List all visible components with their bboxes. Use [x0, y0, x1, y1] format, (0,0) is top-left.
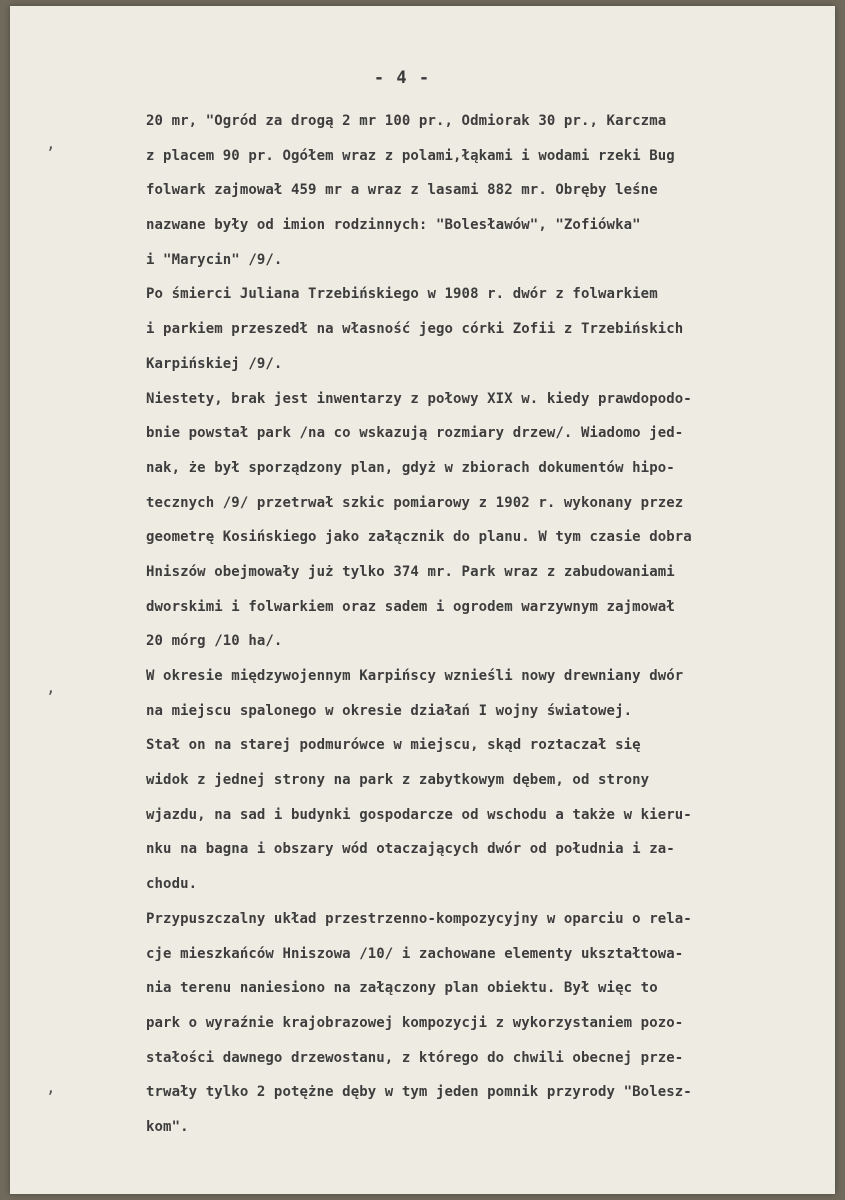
- text-line: na miejscu spalonego w okresie działań I wojny światowej.: [146, 702, 633, 719]
- text-line: nazwane były od imion rodzinnych: "Bolesławów", "Zofiówka": [146, 217, 641, 234]
- text-line: Stał on na starej podmurówce w miejscu, skąd roztaczał się: [146, 737, 641, 754]
- margin-mark: ,: [46, 1078, 56, 1097]
- text-line: cje mieszkańców Hniszowa /10/ i zachowane elementy ukształtowa-: [146, 945, 684, 962]
- page-number: - 4 -: [373, 68, 431, 88]
- text-line: stałości dawnego drzewostanu, z którego do chwili obecnej prze-: [146, 1049, 684, 1066]
- text-line: nak, że był sporządzony plan, gdyż w zbiorach dokumentów hipo-: [146, 459, 675, 476]
- text-line: z placem 90 pr. Ogółem wraz z polami,łąkami i wodami rzeki Bug: [146, 147, 675, 164]
- margin-mark: ,: [46, 134, 56, 153]
- text-line: i "Marycin" /9/.: [146, 251, 283, 268]
- text-line: wjazdu, na sad i budynki gospodarcze od wschodu a także w kieru-: [146, 806, 692, 823]
- document-page: [10, 6, 835, 1194]
- text-line: geometrę Kosińskiego jako załącznik do planu. W tym czasie dobra: [146, 529, 692, 546]
- text-line: kom".: [146, 1118, 189, 1135]
- text-line: chodu.: [146, 876, 198, 893]
- body-text: [146, 104, 816, 1145]
- text-line: bnie powstał park /na co wskazują rozmiary drzew/. Wiadomo jed-: [146, 425, 684, 442]
- text-line: Hniszów obejmowały już tylko 374 mr. Park wraz z zabudowaniami: [146, 563, 675, 580]
- text-line: Po śmierci Juliana Trzebińskiego w 1908 r. dwór z folwarkiem: [146, 286, 658, 303]
- margin-mark: ,: [46, 678, 56, 697]
- text-line: Niestety, brak jest inwentarzy z połowy XIX w. kiedy prawdopodo-: [146, 390, 692, 407]
- text-line: widok z jednej strony na park z zabytkowym dębem, od strony: [146, 772, 650, 789]
- text-line: dworskimi i folwarkiem oraz sadem i ogrodem warzywnym zajmował: [146, 598, 675, 615]
- text-line: nia terenu naniesiono na załączony plan obiektu. Był więc to: [146, 980, 658, 997]
- text-line: 20 mr, "Ogród za drogą 2 mr 100 pr., Odmiorak 30 pr., Karczma: [146, 113, 667, 129]
- text-line: park o wyraźnie krajobrazowej kompozycji z wykorzystaniem pozo-: [146, 1014, 684, 1031]
- text-line: Przypuszczalny układ przestrzenno-kompozycyjny w oparciu o rela-: [146, 910, 692, 927]
- text-line: trwały tylko 2 potężne dęby w tym jeden pomnik przyrody "Bolesz-: [146, 1084, 692, 1101]
- text-line: i parkiem przeszedł na własność jego córki Zofii z Trzebińskich: [146, 321, 684, 338]
- text-line: 20 mórg /10 ha/.: [146, 633, 283, 650]
- text-line: folwark zajmował 459 mr a wraz z lasami 882 mr. Obręby leśne: [146, 182, 658, 199]
- text-line: Karpińskiej /9/.: [146, 355, 283, 372]
- text-line: tecznych /9/ przetrwał szkic pomiarowy z 1902 r. wykonany przez: [146, 494, 684, 511]
- text-line: nku na bagna i obszary wód otaczających dwór od południa i za-: [146, 841, 675, 858]
- text-line: W okresie międzywojennym Karpińscy wznieśli nowy drewniany dwór: [146, 668, 684, 684]
